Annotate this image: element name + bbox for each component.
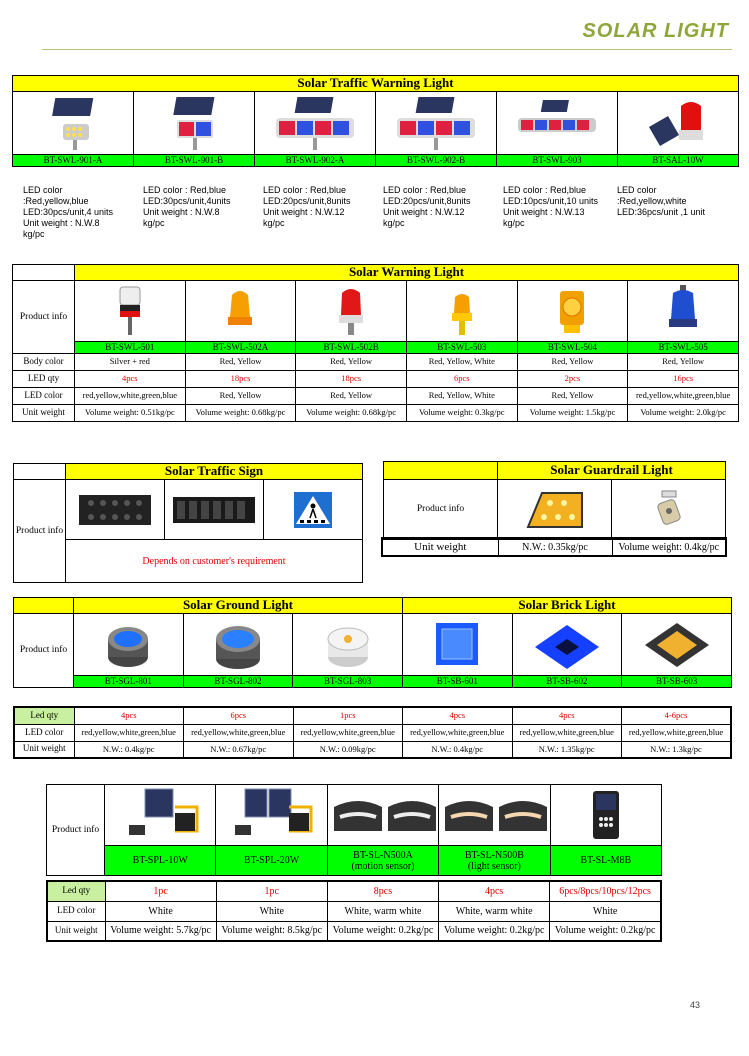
spec-value: Red, Yellow, White xyxy=(406,388,517,405)
description-line: LED color xyxy=(617,185,657,195)
model-label: BT-SGL-803 xyxy=(293,676,403,688)
model-name: BT-SL-N500B xyxy=(464,849,524,861)
spec-value: Silver + red xyxy=(75,354,186,371)
section-title: Solar Warning Light xyxy=(75,265,739,281)
description-line: LED:30pcs/unit,4units xyxy=(143,196,231,206)
spec-value: Volume weight: 0.68kg/pc xyxy=(296,405,407,422)
product-image xyxy=(622,614,732,676)
spec-value: N.W.: 0.09kg/pc xyxy=(293,741,403,758)
description-line: LED color : Red,blue xyxy=(503,185,587,195)
description-line: Unit weight : N.W.13 xyxy=(503,207,585,217)
product-image xyxy=(134,92,255,155)
spec-value: N.W.: 1.3kg/pc xyxy=(622,741,732,758)
description-line: Unit weight : N.W.12 xyxy=(263,207,345,217)
model-label: BT-SB-603 xyxy=(622,676,732,688)
product-image xyxy=(264,480,363,540)
spec-value: 4-6pcs xyxy=(622,707,732,724)
solar-flood-wall-light-table xyxy=(46,784,662,876)
brick-light-image xyxy=(527,617,607,673)
spec-value: red,yellow,white,green,blue xyxy=(403,724,513,741)
solar-flood-wall-spec-table xyxy=(46,880,662,942)
spec-value: 18pcs xyxy=(185,371,296,388)
spec-value: Red, Yellow, White xyxy=(406,354,517,371)
spec-value: 4pcs xyxy=(512,707,622,724)
solar-ground-brick-light-table xyxy=(13,597,732,688)
traffic-light-image xyxy=(270,94,360,152)
spec-label: Led qty xyxy=(14,707,74,724)
spec-value: N.W.: 1.35kg/pc xyxy=(512,741,622,758)
unit-weight-label: Unit weight xyxy=(382,538,498,556)
guardrail-light-image xyxy=(644,487,694,533)
spec-value: Volume weight: 0.3kg/pc xyxy=(406,405,517,422)
model-label: BT-SB-602 xyxy=(512,676,622,688)
ground-light-image xyxy=(208,617,268,673)
spec-value: White xyxy=(105,901,216,921)
spec-value: red,yellow,white,green,blue xyxy=(74,724,184,741)
solar-guardrail-light-table xyxy=(383,461,726,540)
spec-label: LED color xyxy=(14,724,74,741)
product-image xyxy=(618,92,739,155)
product-image xyxy=(497,92,618,155)
spec-value: 4pcs xyxy=(75,371,186,388)
header-rule xyxy=(42,49,732,50)
spec-value: White xyxy=(550,901,661,921)
product-image xyxy=(439,785,550,846)
solar-aviation-light-image xyxy=(643,94,713,152)
section-title: Solar Guardrail Light xyxy=(498,462,726,480)
warning-light-image xyxy=(110,283,150,339)
model-label xyxy=(327,846,438,876)
model-label: BT-SGL-802 xyxy=(183,676,293,688)
product-image xyxy=(105,785,216,846)
spec-row xyxy=(13,405,739,422)
product-info-label: Product info xyxy=(384,480,498,540)
product-image xyxy=(402,614,512,676)
spec-value: Red, Yellow xyxy=(628,354,739,371)
spec-label: LED color xyxy=(13,388,75,405)
section-title: Solar Brick Light xyxy=(402,598,731,614)
spec-value: N.W.: 0.4kg/pc xyxy=(403,741,513,758)
spec-value: 6pcs xyxy=(184,707,294,724)
spec-value: Red, Yellow xyxy=(296,354,407,371)
description-line: LED color : Red,blue xyxy=(383,185,467,195)
spec-value: Red, Yellow xyxy=(185,388,296,405)
product-description xyxy=(383,185,471,229)
product-image xyxy=(296,281,407,342)
product-image xyxy=(255,92,376,155)
brick-light-image xyxy=(422,617,492,673)
spec-label: Unit weight xyxy=(47,921,105,941)
section-title: Solar Traffic Sign xyxy=(66,464,363,480)
model-label: BT-SWL-903 xyxy=(497,155,618,167)
description-line: LED:20pcs/unit,8units xyxy=(263,196,351,206)
description-line: LED:20pcs/unit,8units xyxy=(383,196,471,206)
product-info-label: Product info xyxy=(14,614,74,688)
spec-row xyxy=(14,741,731,758)
solar-traffic-warning-light-table xyxy=(12,75,739,167)
spec-label: LED qty xyxy=(13,371,75,388)
description-line: Unit weight : N.W.8 xyxy=(143,207,220,217)
model-label: BT-SWL-902-B xyxy=(376,155,497,167)
spec-row xyxy=(13,354,739,371)
product-info-label: Product info xyxy=(14,480,66,583)
product-image xyxy=(75,281,186,342)
spec-value: 4pcs xyxy=(403,707,513,724)
product-image xyxy=(327,785,438,846)
spec-value: red,yellow,white,green,blue xyxy=(512,724,622,741)
product-info-label: Product info xyxy=(13,281,75,354)
spec-label: Body color xyxy=(13,354,75,371)
product-image xyxy=(376,92,497,155)
spec-value: Volume weight: 0.51kg/pc xyxy=(75,405,186,422)
weight-value: N.W.: 0.35kg/pc xyxy=(498,538,612,556)
product-image xyxy=(185,281,296,342)
spec-row xyxy=(47,901,661,921)
section-title: Solar Ground Light xyxy=(74,598,403,614)
warning-light-image xyxy=(442,283,482,339)
spec-value: Red, Yellow xyxy=(296,388,407,405)
spec-value: red,yellow,white,green,blue xyxy=(622,724,732,741)
model-label: BT-SWL-901-A xyxy=(13,155,134,167)
description-line: LED color : Red,blue xyxy=(143,185,227,195)
page-header-title: SOLAR LIGHT xyxy=(582,20,729,42)
spec-row xyxy=(13,371,739,388)
spec-row xyxy=(47,881,661,901)
product-image xyxy=(498,480,612,540)
spec-value: 6pcs xyxy=(406,371,517,388)
product-image xyxy=(216,785,327,846)
spec-value: White, warm white xyxy=(327,901,438,921)
product-image xyxy=(550,785,661,846)
spec-value: 2pcs xyxy=(517,371,628,388)
description-line: :Red,yellow,blue xyxy=(23,196,89,206)
description-line: :Red,yellow,white xyxy=(617,196,687,206)
description-line: LED:36pcs/unit ,1 unit xyxy=(617,207,706,217)
description-line: kg/pc xyxy=(143,218,165,228)
ground-light-image xyxy=(98,617,158,673)
brick-light-image xyxy=(637,617,717,673)
traffic-light-image xyxy=(38,94,108,152)
model-label: BT-SWL-502A xyxy=(185,342,296,354)
description-line: kg/pc xyxy=(383,218,405,228)
product-image xyxy=(66,480,165,540)
warning-light-image xyxy=(663,283,703,339)
weight-value: Volume weight: 0.4kg/pc xyxy=(612,538,726,556)
model-name: BT-SPL-10W xyxy=(132,855,188,866)
description-line: LED color : Red,blue xyxy=(263,185,347,195)
spec-row xyxy=(14,724,731,741)
spec-value: 1pc xyxy=(216,881,327,901)
section-title: Solar Traffic Warning Light xyxy=(13,76,739,92)
description-line: kg/pc xyxy=(503,218,525,228)
spec-value: Volume weight: 1.5kg/pc xyxy=(517,405,628,422)
spec-value: N.W.: 0.67kg/pc xyxy=(184,741,294,758)
traffic-sign-image xyxy=(73,491,157,529)
spec-value: Volume weight: 2.0kg/pc xyxy=(628,405,739,422)
model-name: BT-SL-M8B xyxy=(580,855,632,866)
spec-value: 18pcs xyxy=(296,371,407,388)
product-description xyxy=(23,185,113,240)
traffic-light-image xyxy=(512,94,602,152)
product-description xyxy=(503,185,598,229)
spec-value: red,yellow,white,green,blue xyxy=(628,388,739,405)
product-image xyxy=(165,480,264,540)
spec-value: N.W.: 0.4kg/pc xyxy=(74,741,184,758)
spec-value: 6pcs/8pcs/10pcs/12pcs xyxy=(550,881,661,901)
model-name: BT-SL-N500A xyxy=(353,849,413,861)
spec-value: White xyxy=(216,901,327,921)
traffic-light-image xyxy=(391,94,481,152)
traffic-light-image xyxy=(159,94,229,152)
product-image xyxy=(512,614,622,676)
spec-value: Volume weight: 8.5kg/pc xyxy=(216,921,327,941)
model-label xyxy=(216,846,327,876)
spec-value: 4pcs xyxy=(439,881,550,901)
model-label xyxy=(550,846,661,876)
model-name: BT-SPL-20W xyxy=(243,855,300,866)
model-label: BT-SWL-502B xyxy=(296,342,407,354)
product-image xyxy=(612,480,726,540)
wall-light-image xyxy=(581,787,631,843)
model-label: BT-SB-601 xyxy=(402,676,512,688)
spec-value: Red, Yellow xyxy=(185,354,296,371)
guardrail-light-image xyxy=(520,487,590,533)
model-sensor: (light sensor) xyxy=(467,860,521,872)
model-label xyxy=(439,846,550,876)
model-label: BT-SGL-801 xyxy=(74,676,184,688)
product-image xyxy=(183,614,293,676)
product-info-label: Product info xyxy=(47,785,105,876)
spec-value: 1pcs xyxy=(293,707,403,724)
spec-value: red,yellow,white,green,blue xyxy=(75,388,186,405)
description-line: LED:30pcs/unit,4 units xyxy=(23,207,114,217)
model-label: BT-SWL-503 xyxy=(406,342,517,354)
description-line: Unit weight : N.W.8 xyxy=(23,218,100,228)
spec-value: Red, Yellow xyxy=(517,354,628,371)
wall-light-image xyxy=(441,787,550,843)
model-label xyxy=(105,846,216,876)
warning-light-image xyxy=(331,283,371,339)
spec-value: 1pc xyxy=(105,881,216,901)
warning-light-image xyxy=(552,283,592,339)
spec-row xyxy=(47,921,661,941)
product-description xyxy=(263,185,351,229)
description-line: kg/pc xyxy=(263,218,285,228)
model-label: BT-SWL-901-B xyxy=(134,155,255,167)
spec-value: Volume weight: 0.2kg/pc xyxy=(550,921,661,941)
description-line: LED:10pcs/unit,10 units xyxy=(503,196,599,206)
solar-warning-light-table xyxy=(12,264,739,422)
spec-label: Unit weight xyxy=(14,741,74,758)
customization-note: Depends on customer's requirement xyxy=(66,540,363,583)
spec-label: LED color xyxy=(47,901,105,921)
product-image xyxy=(517,281,628,342)
spec-value: red,yellow,white,green,blue xyxy=(293,724,403,741)
description-line: LED color xyxy=(23,185,63,195)
spec-value: red,yellow,white,green,blue xyxy=(184,724,294,741)
traffic-sign-image xyxy=(169,491,259,529)
product-image xyxy=(628,281,739,342)
model-label: BT-SWL-902-A xyxy=(255,155,376,167)
spec-value: Red, Yellow xyxy=(517,388,628,405)
product-image xyxy=(74,614,184,676)
spec-value: Volume weight: 0.68kg/pc xyxy=(185,405,296,422)
guardrail-weight-table xyxy=(381,537,727,557)
model-label: BT-SWL-501 xyxy=(75,342,186,354)
wall-light-image xyxy=(330,787,439,843)
model-label: BT-SWL-504 xyxy=(517,342,628,354)
model-label: BT-SWL-505 xyxy=(628,342,739,354)
model-label: BT-SAL-10W xyxy=(618,155,739,167)
product-image xyxy=(293,614,403,676)
ground-light-image xyxy=(318,617,378,673)
solar-traffic-sign-table xyxy=(13,463,363,583)
pedestrian-crossing-sign-image xyxy=(288,490,338,530)
product-description xyxy=(617,185,705,218)
spec-value: White, warm white xyxy=(439,901,550,921)
description-line: kg/pc xyxy=(23,229,45,239)
flood-light-image xyxy=(227,787,317,843)
spec-value: Volume weight: 0.2kg/pc xyxy=(439,921,550,941)
spec-label: Led qty xyxy=(47,881,105,901)
model-sensor: (motion sensor) xyxy=(351,860,415,872)
spec-row xyxy=(14,707,731,724)
spec-label: Unit weight xyxy=(13,405,75,422)
spec-row xyxy=(13,388,739,405)
warning-light-image xyxy=(220,283,260,339)
spec-value: Volume weight: 5.7kg/pc xyxy=(105,921,216,941)
product-image xyxy=(13,92,134,155)
product-description xyxy=(143,185,231,229)
description-line: Unit weight : N.W.12 xyxy=(383,207,465,217)
spec-value: 8pcs xyxy=(327,881,438,901)
product-image xyxy=(406,281,517,342)
spec-value: 4pcs xyxy=(74,707,184,724)
page-number: 43 xyxy=(690,1000,701,1010)
flood-light-image xyxy=(115,787,205,843)
spec-value: 16pcs xyxy=(628,371,739,388)
spec-value: Volume weight: 0.2kg/pc xyxy=(327,921,438,941)
solar-ground-brick-spec-table xyxy=(13,706,732,759)
